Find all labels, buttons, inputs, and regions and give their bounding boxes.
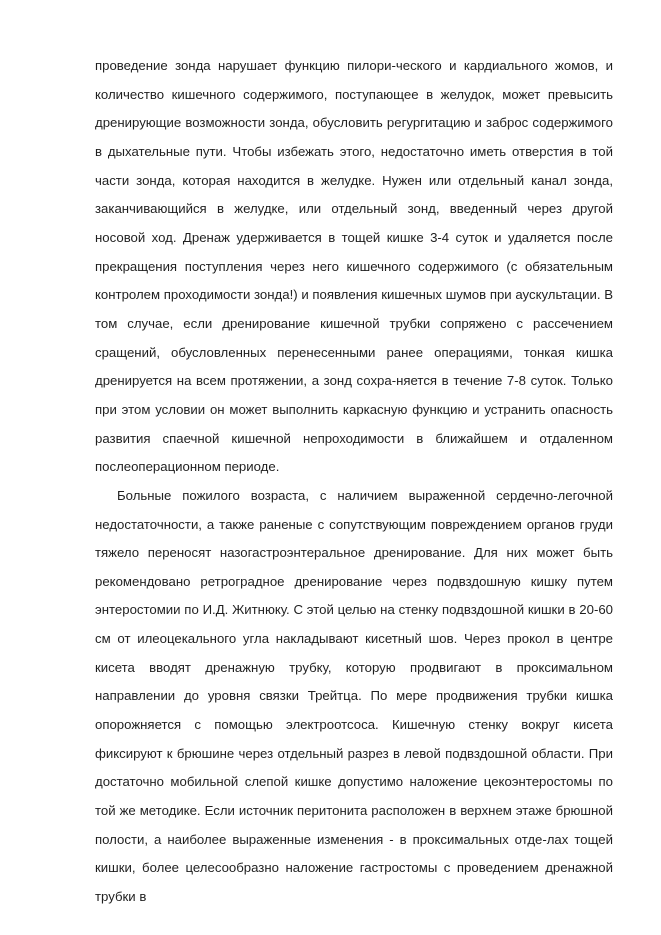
paragraph-2: Больные пожилого возраста, с наличием выраженной сердечно-легочной недостаточности, а также раненые с сопутствующим повреждением органов груди тяжело переносят назогастроэнтеральное дренирование. Для них может быть рекомендовано ретроградное дренирование через подвздошную кишку путем энтеростомии по И.Д. Житнюку. С этой целью на стенку подвздошной кишки в 20-60 см от илеоцекального угла накладывают кисетный шов. Через прокол в центре кисета вводят дренажную трубку, которую продвигают в проксимальном направлении до уровня связки Трейтца. По мере продвижения трубки кишка опорожняется с помощью электроотсоса. Кишечную стенку вокруг кисета фиксируют к брюшине через отдельный разрез в левой подвздошной области. При достаточно мобильной слепой кишке допустимо наложение цекоэнтеростомы по той же методике. Если источник перитонита расположен в верхнем этаже брюшной полости, а наиболее выраженные изменения - в проксимальных отде-лах тощей кишки, более целесообразно наложение гастростомы с проведением дренажной трубки в: [95, 487, 613, 905]
paragraph-1: проведение зонда нарушает функцию пилори-ческого и кардиального жомов, и количество кишечного содержимого, поступающее в желудок, может превысить дренирующие возможности зонда, обусловить регургитацию и заброс содержимого в дыхательные пути. Чтобы избежать этого, недостаточно иметь отверстия в той части зонда, которая находится в желудке. Нужен или отдельный канал зонда, заканчивающийся в желудке, или отдельный зонд, введенный через другой носовой ход. Дренаж удерживается в тощей кишке 3-4 суток и удаляется после прекращения поступления через него кишечного содержимого (с обязательным контролем проходимости зонда!) и появления кишечных шумов при аускультации. В том случае, если дренирование кишечной трубки сопряжено с рассечением сращений, обусловленных перенесенными ранее операциями, тонкая кишка дренируется на всем протяжении, а зонд сохра-няется в течение 7-8 суток. Только при этом условии он может выполнить каркасную функцию и устранить опасность развития спаечной кишечной непроходимости в ближайшем и отдаленном послеоперационном периоде.: [95, 58, 613, 475]
document-page: [95, 52, 613, 912]
